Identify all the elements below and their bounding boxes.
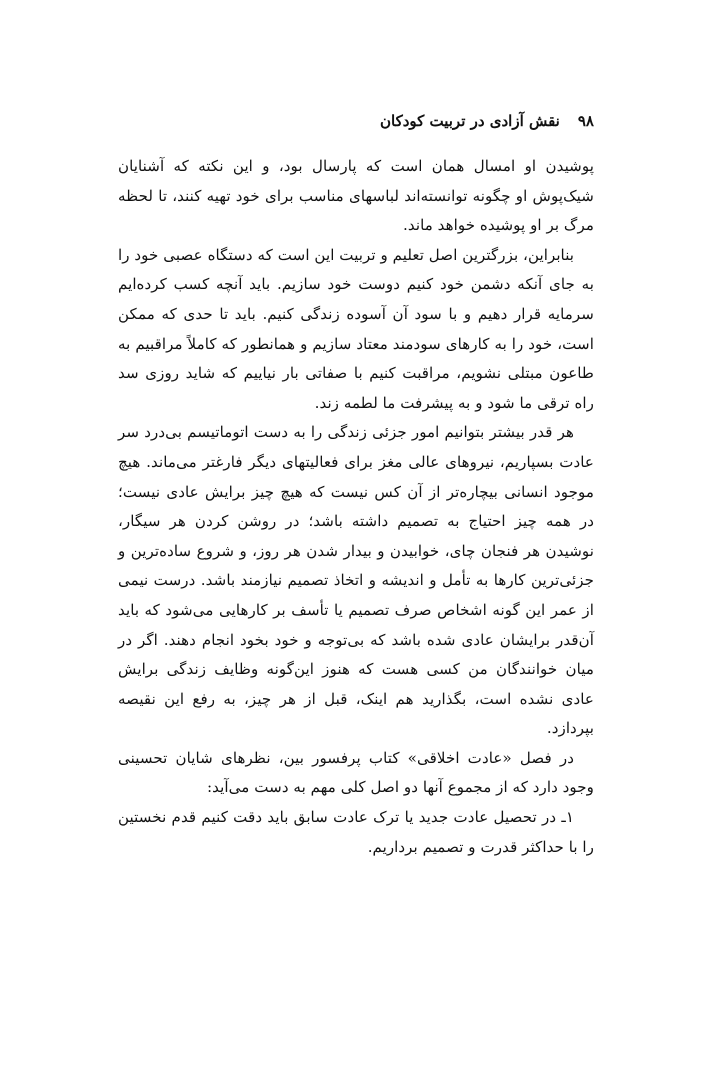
book-page — [118, 112, 594, 862]
paragraph: هر قدر بیشتر بتوانیم امور جزئی زندگی را به دست اتوماتیسم بی‌درد سر عادت بسپاریم، نیروهای عالی مغز برای فعالیتهای دیگر فارغتر می‌ماند. هیچ موجود انسانی بیچاره‌تر از آن کس نیست که هیچ چیز برایش عادی نیست؛ در همه چیز احتیاج به تصمیم داشته باشد؛ در روشن کردن هر سیگار، نوشیدن هر فنجان چای، خوابیدن و بیدار شدن هر روز، و شروع ساده‌ترین و جزئی‌ترین کارها به تأمل و اندیشه و اتخاذ تصمیم نیازمند باشد. درست نیمی از عمر این گونه اشخاص صرف تصمیم یا تأسف بر کارهایی می‌شود که باید آن‌قدر برایشان عادی شده باشد که بی‌توجه و خود بخود انجام دهند. اگر در میان خوانندگان من کسی هست که هنوز این‌گونه وظایف زندگی برایش عادی نشده است، بگذارید هم اینک، قبل از هر چیز، به رفع این نقیصه بپردازد. — [118, 423, 594, 738]
body-text — [118, 152, 594, 862]
paragraph-continuation: پوشیدن او امسال همان است که پارسال بود، و این نکته که آشنایان شیک‌پوش او چگونه توانسته‌اند لباسهای مناسب برای خود تهیه کنند، تا لحظه مرگ بر او پوشیده خواهد ماند. — [118, 157, 594, 235]
page-number: ۹۸ — [577, 112, 594, 130]
paragraph: بنابراین، بزرگترین اصل تعلیم و تربیت این است که دستگاه عصبی خود را به جای آنکه دشمن خود کنیم دوست خود سازیم. باید آنچه کسب کرده‌ایم سرمایه قرار دهیم و با سود آن آسوده زندگی کنیم. باید تا حدی که ممکن است، خود را به کارهای سودمند معتاد سازیم و همانطور که کاملاً مراقبیم به طاعون مبتلی نشویم، مراقبت کنیم با صفاتی بار نیاییم که شاید روزی سد راه ترقی ما شود و به پیشرفت ما لطمه زند. — [118, 245, 594, 412]
running-title: نقش آزادی در تربیت کودکان — [379, 112, 560, 130]
paragraph: در فصل «عادت اخلاقی» کتاب پرفسور بین، نظرهای شایان تحسینی وجود دارد که از مجموع آنها دو اصل کلی مهم به دست می‌آید: — [118, 748, 594, 797]
running-head — [118, 112, 594, 138]
paragraph: ۱ـ در تحصیل عادت جدید یا ترک عادت سابق باید دقت کنیم قدم نخستین را با حداکثر قدرت و تصمیم برداریم. — [118, 808, 594, 856]
